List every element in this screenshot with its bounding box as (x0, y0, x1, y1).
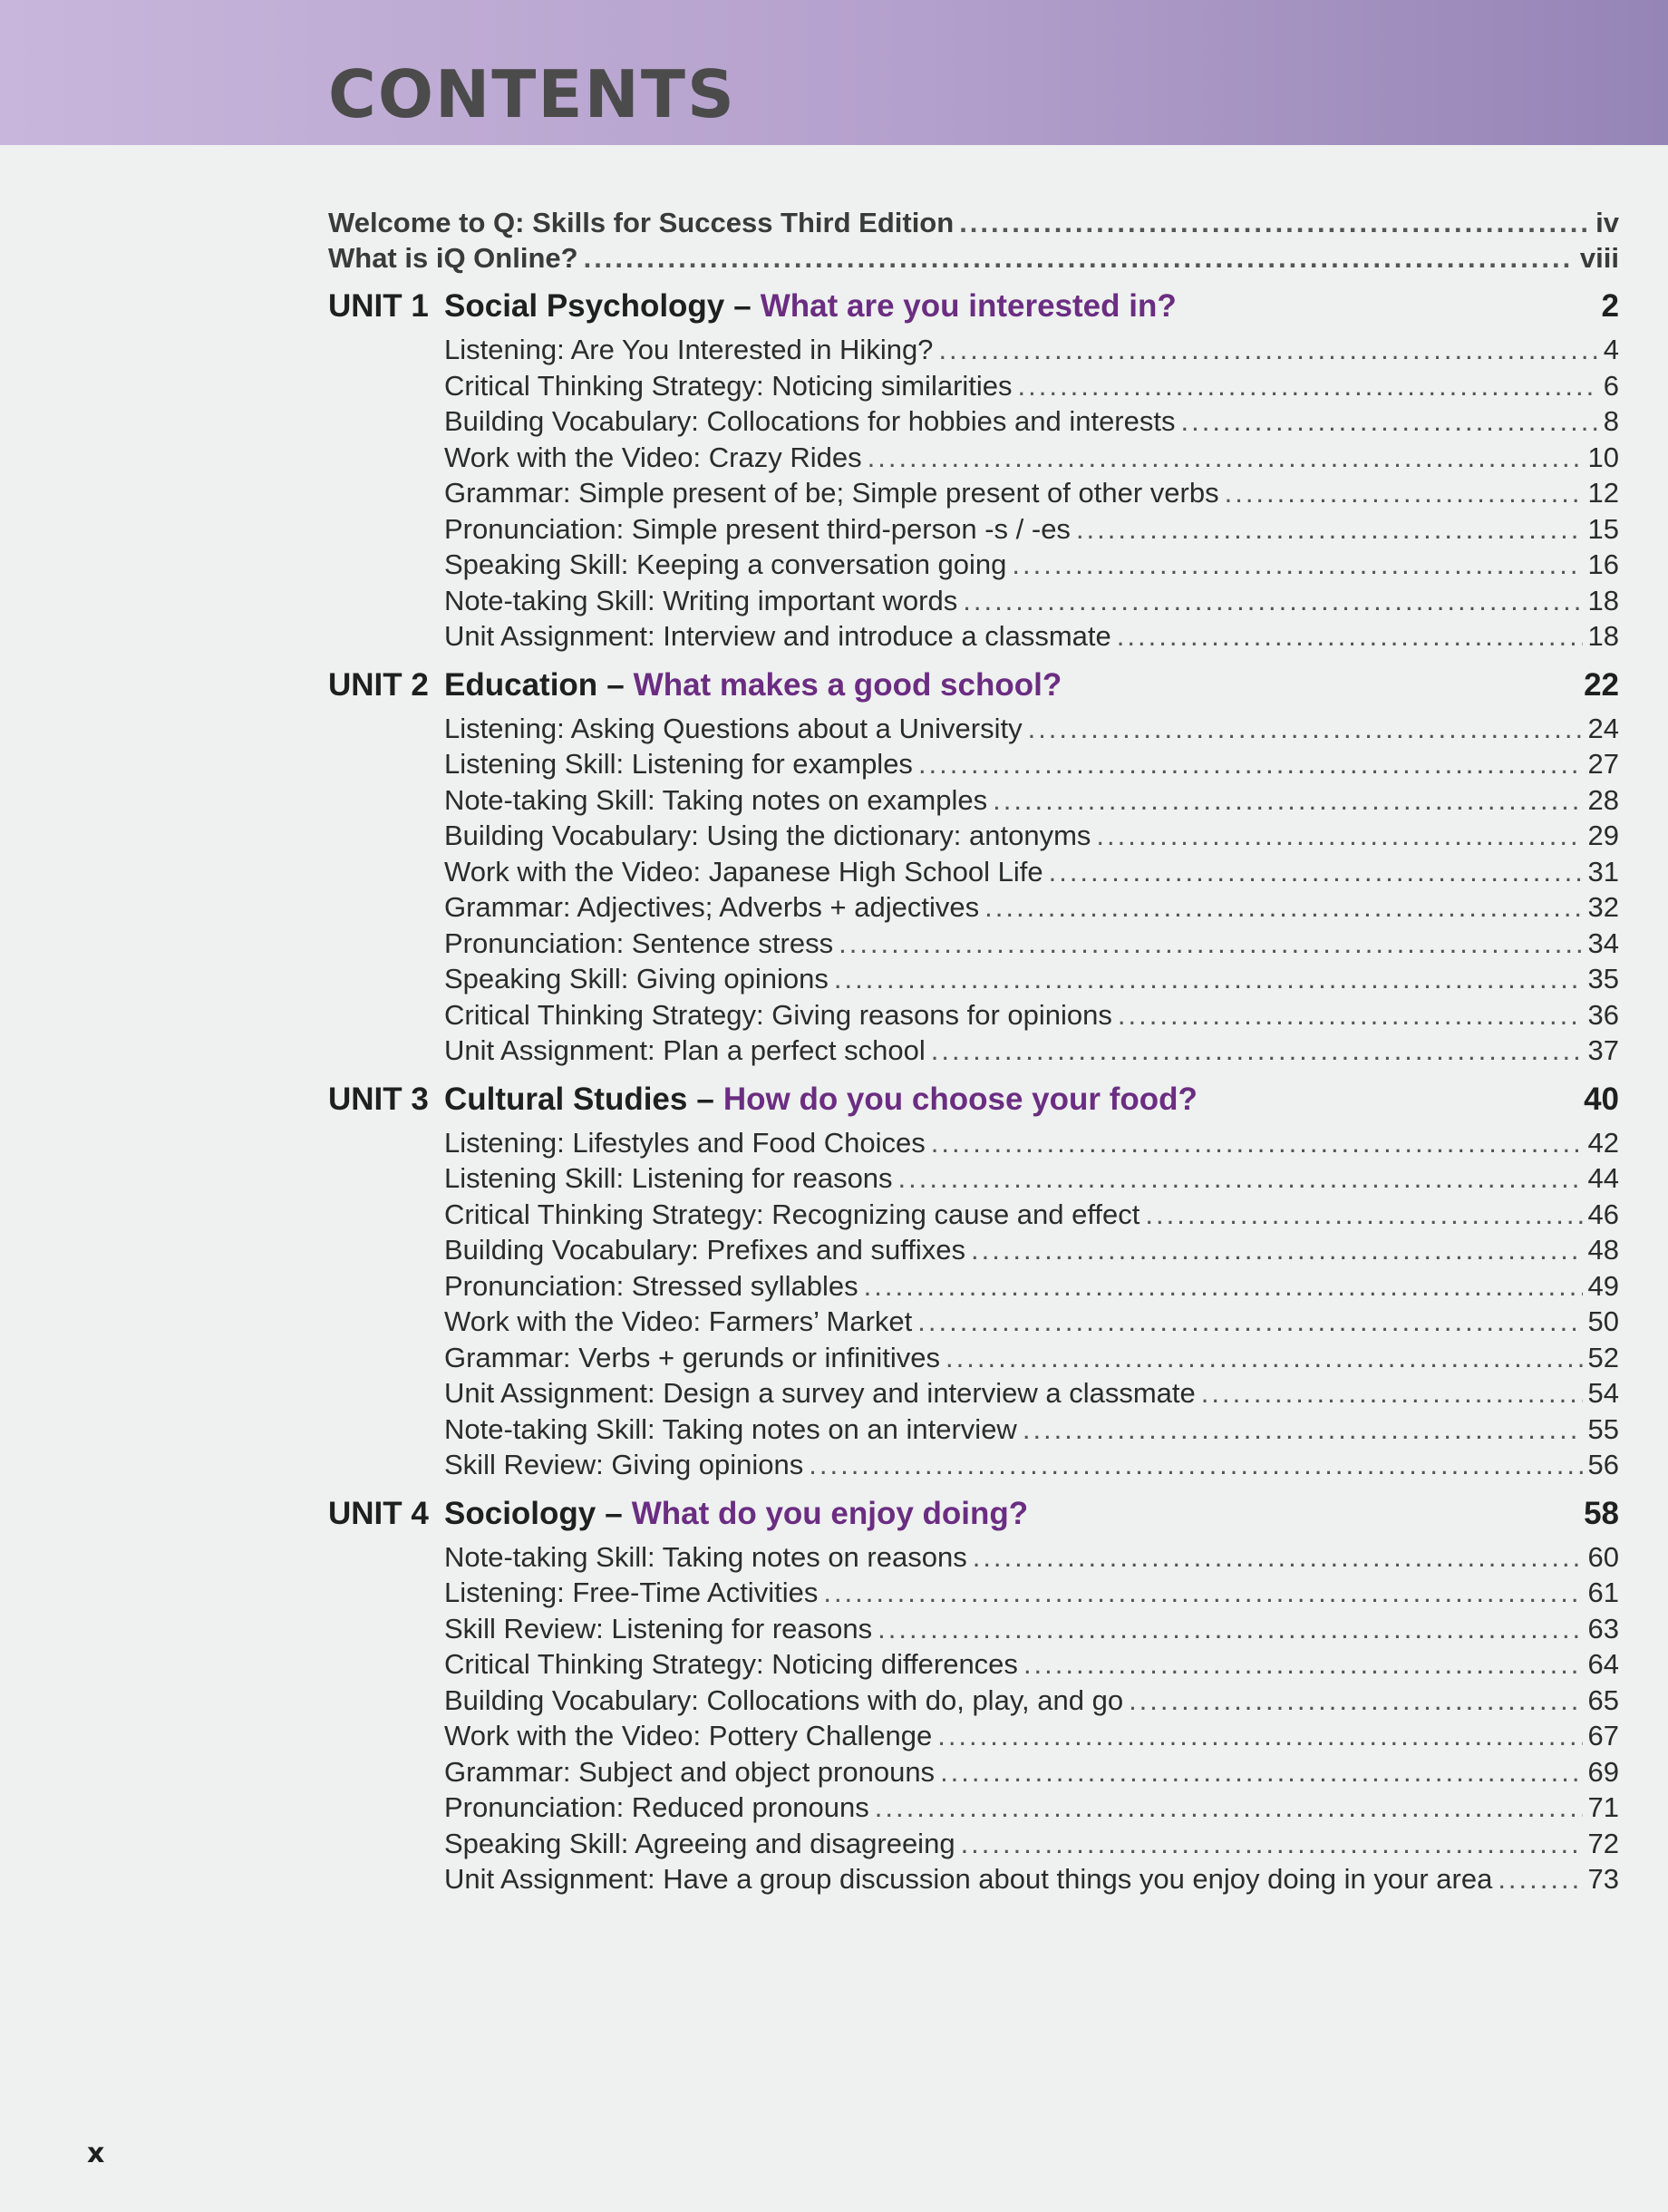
toc-entry[interactable] (328, 205, 1619, 240)
toc-entry-page: 67 (1587, 1720, 1619, 1751)
toc-entry-page: 15 (1587, 512, 1619, 545)
dot-leader (963, 583, 1582, 619)
dot-leader (898, 1160, 1583, 1197)
toc-entry[interactable] (444, 1160, 1619, 1197)
toc-entry-text: Grammar: Adjectives; Adverbs + adjectives (444, 891, 980, 923)
toc-entry-page: 49 (1587, 1269, 1619, 1302)
toc-entry-page: 10 (1587, 441, 1619, 473)
toc-entry[interactable] (444, 1033, 1619, 1069)
dot-leader (1028, 711, 1583, 747)
toc-entry[interactable] (444, 1304, 1619, 1340)
toc-entry-page: 18 (1587, 584, 1619, 616)
toc-entry-text: Speaking Skill: Giving opinions (444, 963, 829, 994)
toc-entry-text: Unit Assignment: Plan a perfect school (444, 1034, 926, 1066)
toc-entry-text: Grammar: Subject and object pronouns (444, 1755, 936, 1788)
unit-label: UNIT 4 (328, 1495, 429, 1531)
dot-leader (918, 746, 1583, 782)
toc-entry-text: Critical Thinking Strategy: Recognizing cause and effect (444, 1198, 1140, 1230)
toc-entry-text: Unit Assignment: Interview and introduce a classmate (444, 620, 1111, 652)
toc-entry-text: Critical Thinking Strategy: Giving reasons for opinions (444, 998, 1112, 1031)
dot-leader (946, 1340, 1582, 1376)
dot-leader (1023, 1646, 1583, 1683)
dot-leader (875, 1790, 1583, 1826)
toc-entry[interactable] (444, 511, 1619, 548)
dot-leader (864, 1268, 1583, 1305)
unit-items (444, 711, 1619, 1069)
page-folio: x (87, 2138, 105, 2169)
toc-entry[interactable] (444, 332, 1619, 368)
unit-label: UNIT 1 (328, 288, 429, 324)
toc-entry[interactable] (444, 1611, 1619, 1647)
unit-items (444, 1539, 1619, 1897)
toc-entry[interactable] (444, 618, 1619, 655)
dot-leader (1201, 1375, 1583, 1412)
toc-entry[interactable] (444, 1268, 1619, 1305)
dot-leader (993, 782, 1582, 819)
toc-entry-text: Listening Skill: Listening for examples (444, 748, 913, 780)
toc-entry-text: Listening: Lifestyles and Food Choices (444, 1126, 926, 1159)
toc-entry-page: 73 (1587, 1863, 1619, 1895)
dot-leader (809, 1447, 1582, 1483)
toc-entry-text: Building Vocabulary: Prefixes and suffixes (444, 1234, 965, 1266)
dot-leader (937, 1718, 1582, 1754)
toc-entry-text: Speaking Skill: Agreeing and disagreeing (444, 1827, 955, 1859)
toc-entry-page: 35 (1587, 963, 1619, 994)
unit-heading[interactable] (328, 283, 1619, 330)
toc-entry-text: Unit Assignment: Design a survey and interview a classmate (444, 1377, 1196, 1409)
unit-heading[interactable] (328, 1490, 1619, 1538)
toc-entry-page: 72 (1587, 1827, 1619, 1859)
toc-entry-page: 27 (1587, 748, 1619, 780)
unit-label: UNIT 3 (328, 1081, 429, 1117)
toc-entry-text: Unit Assignment: Have a group discussion about things you enjoy doing in your area (444, 1863, 1493, 1895)
toc-entry-page: 29 (1587, 820, 1619, 851)
toc-entry-page: 36 (1587, 998, 1619, 1031)
toc-entry-page: 24 (1587, 712, 1619, 744)
toc-entry-text: Welcome to Q: Skills for Success Third Edition (328, 207, 955, 238)
toc-entry-page: 12 (1587, 477, 1619, 509)
toc-entry[interactable] (444, 368, 1619, 404)
dot-leader (878, 1611, 1582, 1647)
toc-entry-text: Listening: Free-Time Activities (444, 1577, 819, 1608)
toc-entry-page: 55 (1587, 1412, 1619, 1445)
toc-entry-page: 63 (1587, 1612, 1619, 1644)
dot-leader (1225, 475, 1583, 511)
toc-entry-page: 32 (1587, 891, 1619, 923)
toc-entry[interactable] (444, 782, 1619, 819)
toc-entry-text: Building Vocabulary: Collocations with do, play, and go (444, 1683, 1124, 1716)
toc-entry-text: What is iQ Online? (328, 242, 578, 274)
toc-entry-text: Note-taking Skill: Taking notes on an interview (444, 1412, 1017, 1445)
toc-entry-page: 8 (1603, 405, 1619, 437)
dot-leader (823, 1575, 1582, 1611)
toc-entry-text: Note-taking Skill: Taking notes on reasons (444, 1540, 967, 1573)
unit-items (444, 332, 1619, 655)
unit-section (328, 662, 1619, 1069)
toc-entry-text: Skill Review: Giving opinions (444, 1449, 804, 1480)
toc-entry[interactable] (444, 711, 1619, 747)
dot-leader (1023, 1412, 1583, 1448)
toc-entry-page: 34 (1587, 927, 1619, 959)
unit-dash: – (605, 1495, 623, 1531)
toc-entry[interactable] (444, 547, 1619, 583)
toc-entry-text: Pronunciation: Sentence stress (444, 927, 834, 959)
unit-dash: – (696, 1081, 714, 1117)
dot-leader (1145, 1197, 1582, 1233)
toc-entry-page: 46 (1587, 1198, 1619, 1230)
toc-entry[interactable] (444, 997, 1619, 1033)
unit-question: What makes a good school? (633, 666, 1062, 703)
toc-entry-page: 69 (1587, 1755, 1619, 1788)
toc-entry[interactable] (444, 1646, 1619, 1683)
unit-page: 58 (1584, 1495, 1619, 1531)
toc-entry-text: Pronunciation: Reduced pronouns (444, 1791, 869, 1823)
toc-entry[interactable] (444, 1375, 1619, 1412)
toc-entry[interactable] (444, 1718, 1619, 1754)
dot-leader (959, 205, 1590, 240)
toc-entry-text: Pronunciation: Stressed syllables (444, 1269, 858, 1302)
toc-entry-page: 18 (1587, 620, 1619, 652)
unit-question: What do you enjoy doing? (631, 1495, 1029, 1531)
toc-entry-text: Critical Thinking Strategy: Noticing similarities (444, 369, 1013, 402)
unit-heading[interactable] (328, 1076, 1619, 1123)
unit-section (328, 1490, 1619, 1897)
dot-leader (961, 1826, 1583, 1862)
toc-entry-text: Listening Skill: Listening for reasons (444, 1162, 893, 1194)
dot-leader (938, 332, 1597, 368)
toc-entry[interactable] (444, 403, 1619, 440)
unit-section (328, 1076, 1619, 1483)
toc-entry-page: 16 (1587, 548, 1619, 580)
dot-leader (1076, 511, 1583, 548)
unit-topic: Education (444, 666, 598, 703)
toc-entry[interactable] (444, 1232, 1619, 1268)
toc-entry[interactable] (444, 1125, 1619, 1161)
toc-entry-page: 54 (1587, 1377, 1619, 1409)
toc-entry[interactable] (444, 926, 1619, 962)
toc-entry-text: Grammar: Simple present of be; Simple present of other verbs (444, 477, 1219, 509)
units-list (328, 283, 1619, 1897)
unit-question: What are you interested in? (760, 288, 1177, 324)
toc-entry[interactable] (444, 1197, 1619, 1233)
toc-entry-page: 37 (1587, 1034, 1619, 1066)
dot-leader (984, 889, 1582, 926)
unit-label: UNIT 2 (328, 666, 429, 703)
toc-entry-text: Skill Review: Listening for reasons (444, 1612, 873, 1644)
toc-entry-page: 65 (1587, 1683, 1619, 1716)
toc-entry[interactable] (444, 746, 1619, 782)
toc-entry-text: Speaking Skill: Keeping a conversation going (444, 548, 1007, 580)
unit-topic: Social Psychology (444, 288, 725, 324)
toc-entry[interactable] (444, 583, 1619, 619)
toc-entry[interactable] (444, 1412, 1619, 1448)
dot-leader (834, 961, 1583, 997)
toc-entry-text: Building Vocabulary: Using the dictionary: antonyms (444, 820, 1091, 851)
dot-leader (1012, 547, 1582, 583)
toc-entry-text: Note-taking Skill: Writing important words (444, 584, 958, 616)
toc-entry[interactable] (444, 854, 1619, 890)
unit-topic: Sociology (444, 1495, 596, 1531)
toc-entry-page: 28 (1587, 783, 1619, 816)
toc-entry[interactable] (444, 1790, 1619, 1826)
dot-leader (973, 1539, 1583, 1576)
toc-entry-text: Listening: Asking Questions about a University (444, 712, 1023, 744)
toc-entry-page: 56 (1587, 1449, 1619, 1480)
dot-leader (1096, 818, 1582, 854)
dot-leader (1018, 368, 1598, 404)
toc-entry-page: iv (1595, 207, 1619, 238)
toc-entry[interactable] (444, 818, 1619, 854)
dot-leader (971, 1232, 1583, 1268)
unit-heading[interactable] (328, 662, 1619, 709)
dot-leader (1118, 997, 1583, 1033)
toc-entry-page: 48 (1587, 1234, 1619, 1266)
dot-leader (584, 240, 1575, 276)
unit-topic: Cultural Studies (444, 1081, 688, 1117)
toc-entry-page: 42 (1587, 1126, 1619, 1159)
toc-entry-page: 61 (1587, 1577, 1619, 1608)
page-title: CONTENTS (328, 56, 736, 132)
dot-leader (868, 440, 1583, 476)
toc-entry-text: Critical Thinking Strategy: Noticing differences (444, 1648, 1018, 1680)
unit-page: 40 (1584, 1081, 1619, 1117)
toc-entry-text: Pronunciation: Simple present third-person -s / -es (444, 512, 1071, 545)
toc-entry[interactable] (444, 440, 1619, 476)
toc-entry-page: 64 (1587, 1648, 1619, 1680)
toc-entry-page: 31 (1587, 855, 1619, 888)
toc-entry[interactable] (444, 1340, 1619, 1376)
toc-entry-page: 44 (1587, 1162, 1619, 1194)
toc-entry-page: 50 (1587, 1305, 1619, 1337)
toc-entry[interactable] (444, 889, 1619, 926)
unit-items (444, 1125, 1619, 1483)
toc-entry[interactable] (444, 1683, 1619, 1719)
toc-entry-page: 52 (1587, 1341, 1619, 1373)
toc-entry[interactable] (444, 961, 1619, 997)
toc-entry-page: 6 (1603, 369, 1619, 402)
toc-entry-text: Work with the Video: Farmers’ Market (444, 1305, 913, 1337)
unit-page: 22 (1584, 666, 1619, 703)
dot-leader (917, 1304, 1582, 1340)
toc-entry[interactable] (444, 1861, 1619, 1897)
unit-page: 2 (1601, 288, 1619, 324)
header-band (0, 0, 1668, 145)
dot-leader (1129, 1683, 1582, 1719)
dot-leader (940, 1754, 1582, 1790)
toc-entry[interactable] (444, 1575, 1619, 1611)
unit-dash: – (606, 666, 625, 703)
toc-entry-page: 71 (1587, 1791, 1619, 1823)
toc-entry-page: 4 (1603, 334, 1619, 365)
toc-entry[interactable] (328, 240, 1619, 276)
toc-entry-text: Work with the Video: Crazy Rides (444, 441, 862, 473)
dot-leader (1498, 1861, 1582, 1897)
dot-leader (931, 1033, 1583, 1069)
dot-leader (931, 1125, 1583, 1161)
toc-entry[interactable] (444, 1539, 1619, 1576)
dot-leader (839, 926, 1582, 962)
toc-entry-text: Note-taking Skill: Taking notes on examples (444, 783, 988, 816)
toc-entry-text: Grammar: Verbs + gerunds or infinitives (444, 1341, 941, 1373)
dot-leader (1117, 618, 1583, 655)
toc-entry-page: 60 (1587, 1540, 1619, 1573)
toc-entry-text: Listening: Are You Interested in Hiking? (444, 334, 934, 365)
unit-section (328, 283, 1619, 655)
table-of-contents (328, 205, 1619, 1897)
dot-leader (1180, 403, 1597, 440)
toc-entry[interactable] (444, 1447, 1619, 1483)
toc-entry-text: Building Vocabulary: Collocations for hobbies and interests (444, 405, 1176, 437)
toc-entry[interactable] (444, 1754, 1619, 1790)
toc-entry-text: Work with the Video: Japanese High School Life (444, 855, 1043, 888)
toc-entry[interactable] (444, 1826, 1619, 1862)
toc-entry[interactable] (444, 475, 1619, 511)
toc-entry-page: viii (1579, 242, 1619, 274)
dot-leader (1049, 854, 1583, 890)
toc-entry-text: Work with the Video: Pottery Challenge (444, 1720, 933, 1751)
unit-dash: – (733, 288, 752, 324)
unit-question: How do you choose your food? (722, 1081, 1198, 1117)
